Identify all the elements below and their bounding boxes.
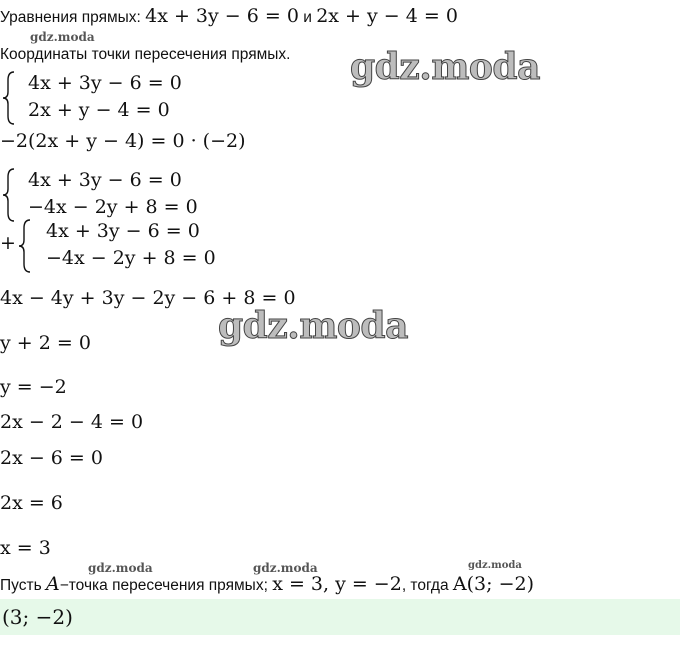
system-equation: −4x − 2y + 8 = 0 (28, 196, 198, 218)
solution-values: x = 3, y = −2 (272, 573, 402, 595)
solution-step: y = −2 (0, 376, 67, 398)
watermark-logo: gdz.moda (350, 46, 540, 88)
system-brace (2, 70, 16, 126)
statement-conjunction: и (298, 9, 317, 26)
system-equation: −4x − 2y + 8 = 0 (46, 247, 216, 269)
point-label: A (45, 573, 60, 595)
conclusion-line (0, 573, 534, 597)
system-equation: 4x + 3y − 6 = 0 (28, 169, 182, 191)
line-equation-2: 2x + y − 4 = 0 (316, 5, 458, 27)
plus-sign: + (0, 232, 16, 254)
line-equation-1: 4x + 3y − 6 = 0 (145, 5, 299, 27)
answer-box (0, 599, 680, 635)
system-equation: 4x + 3y − 6 = 0 (28, 72, 182, 94)
multiply-step: −2(2x + y − 4) = 0 · (−2) (0, 130, 246, 152)
watermark-small: gdz.moda (88, 561, 153, 575)
intersection-heading: Координаты точки пересечения прямых. (0, 46, 291, 63)
point-coordinates: A(3; −2) (452, 573, 534, 595)
conclusion-text: , тогда (401, 577, 453, 594)
solution-step: y + 2 = 0 (0, 332, 91, 354)
solution-step: 2x = 6 (0, 492, 63, 514)
problem-statement (0, 5, 458, 29)
solution-step: 2x − 6 = 0 (0, 447, 103, 469)
conclusion-text: Пусть (0, 577, 46, 594)
solution-step: 4x − 4y + 3y − 2y − 6 + 8 = 0 (0, 287, 296, 309)
statement-prefix: Уравнения прямых: (0, 9, 146, 26)
solution-step: 2x − 2 − 4 = 0 (0, 411, 144, 433)
system-brace (18, 218, 32, 274)
watermark-logo: gdz.moda (218, 305, 408, 347)
system-equation: 4x + 3y − 6 = 0 (46, 220, 200, 242)
watermark-small: gdz.moda (30, 30, 95, 44)
system-equation: 2x + y − 4 = 0 (28, 99, 170, 121)
solution-step: x = 3 (0, 537, 51, 559)
watermark-small: gdz.moda (468, 560, 522, 571)
watermark-small: gdz.moda (253, 561, 318, 575)
answer-value: (3; −2) (2, 605, 73, 629)
system-brace (2, 167, 16, 223)
conclusion-text: −точка пересечения прямых; (59, 577, 273, 594)
